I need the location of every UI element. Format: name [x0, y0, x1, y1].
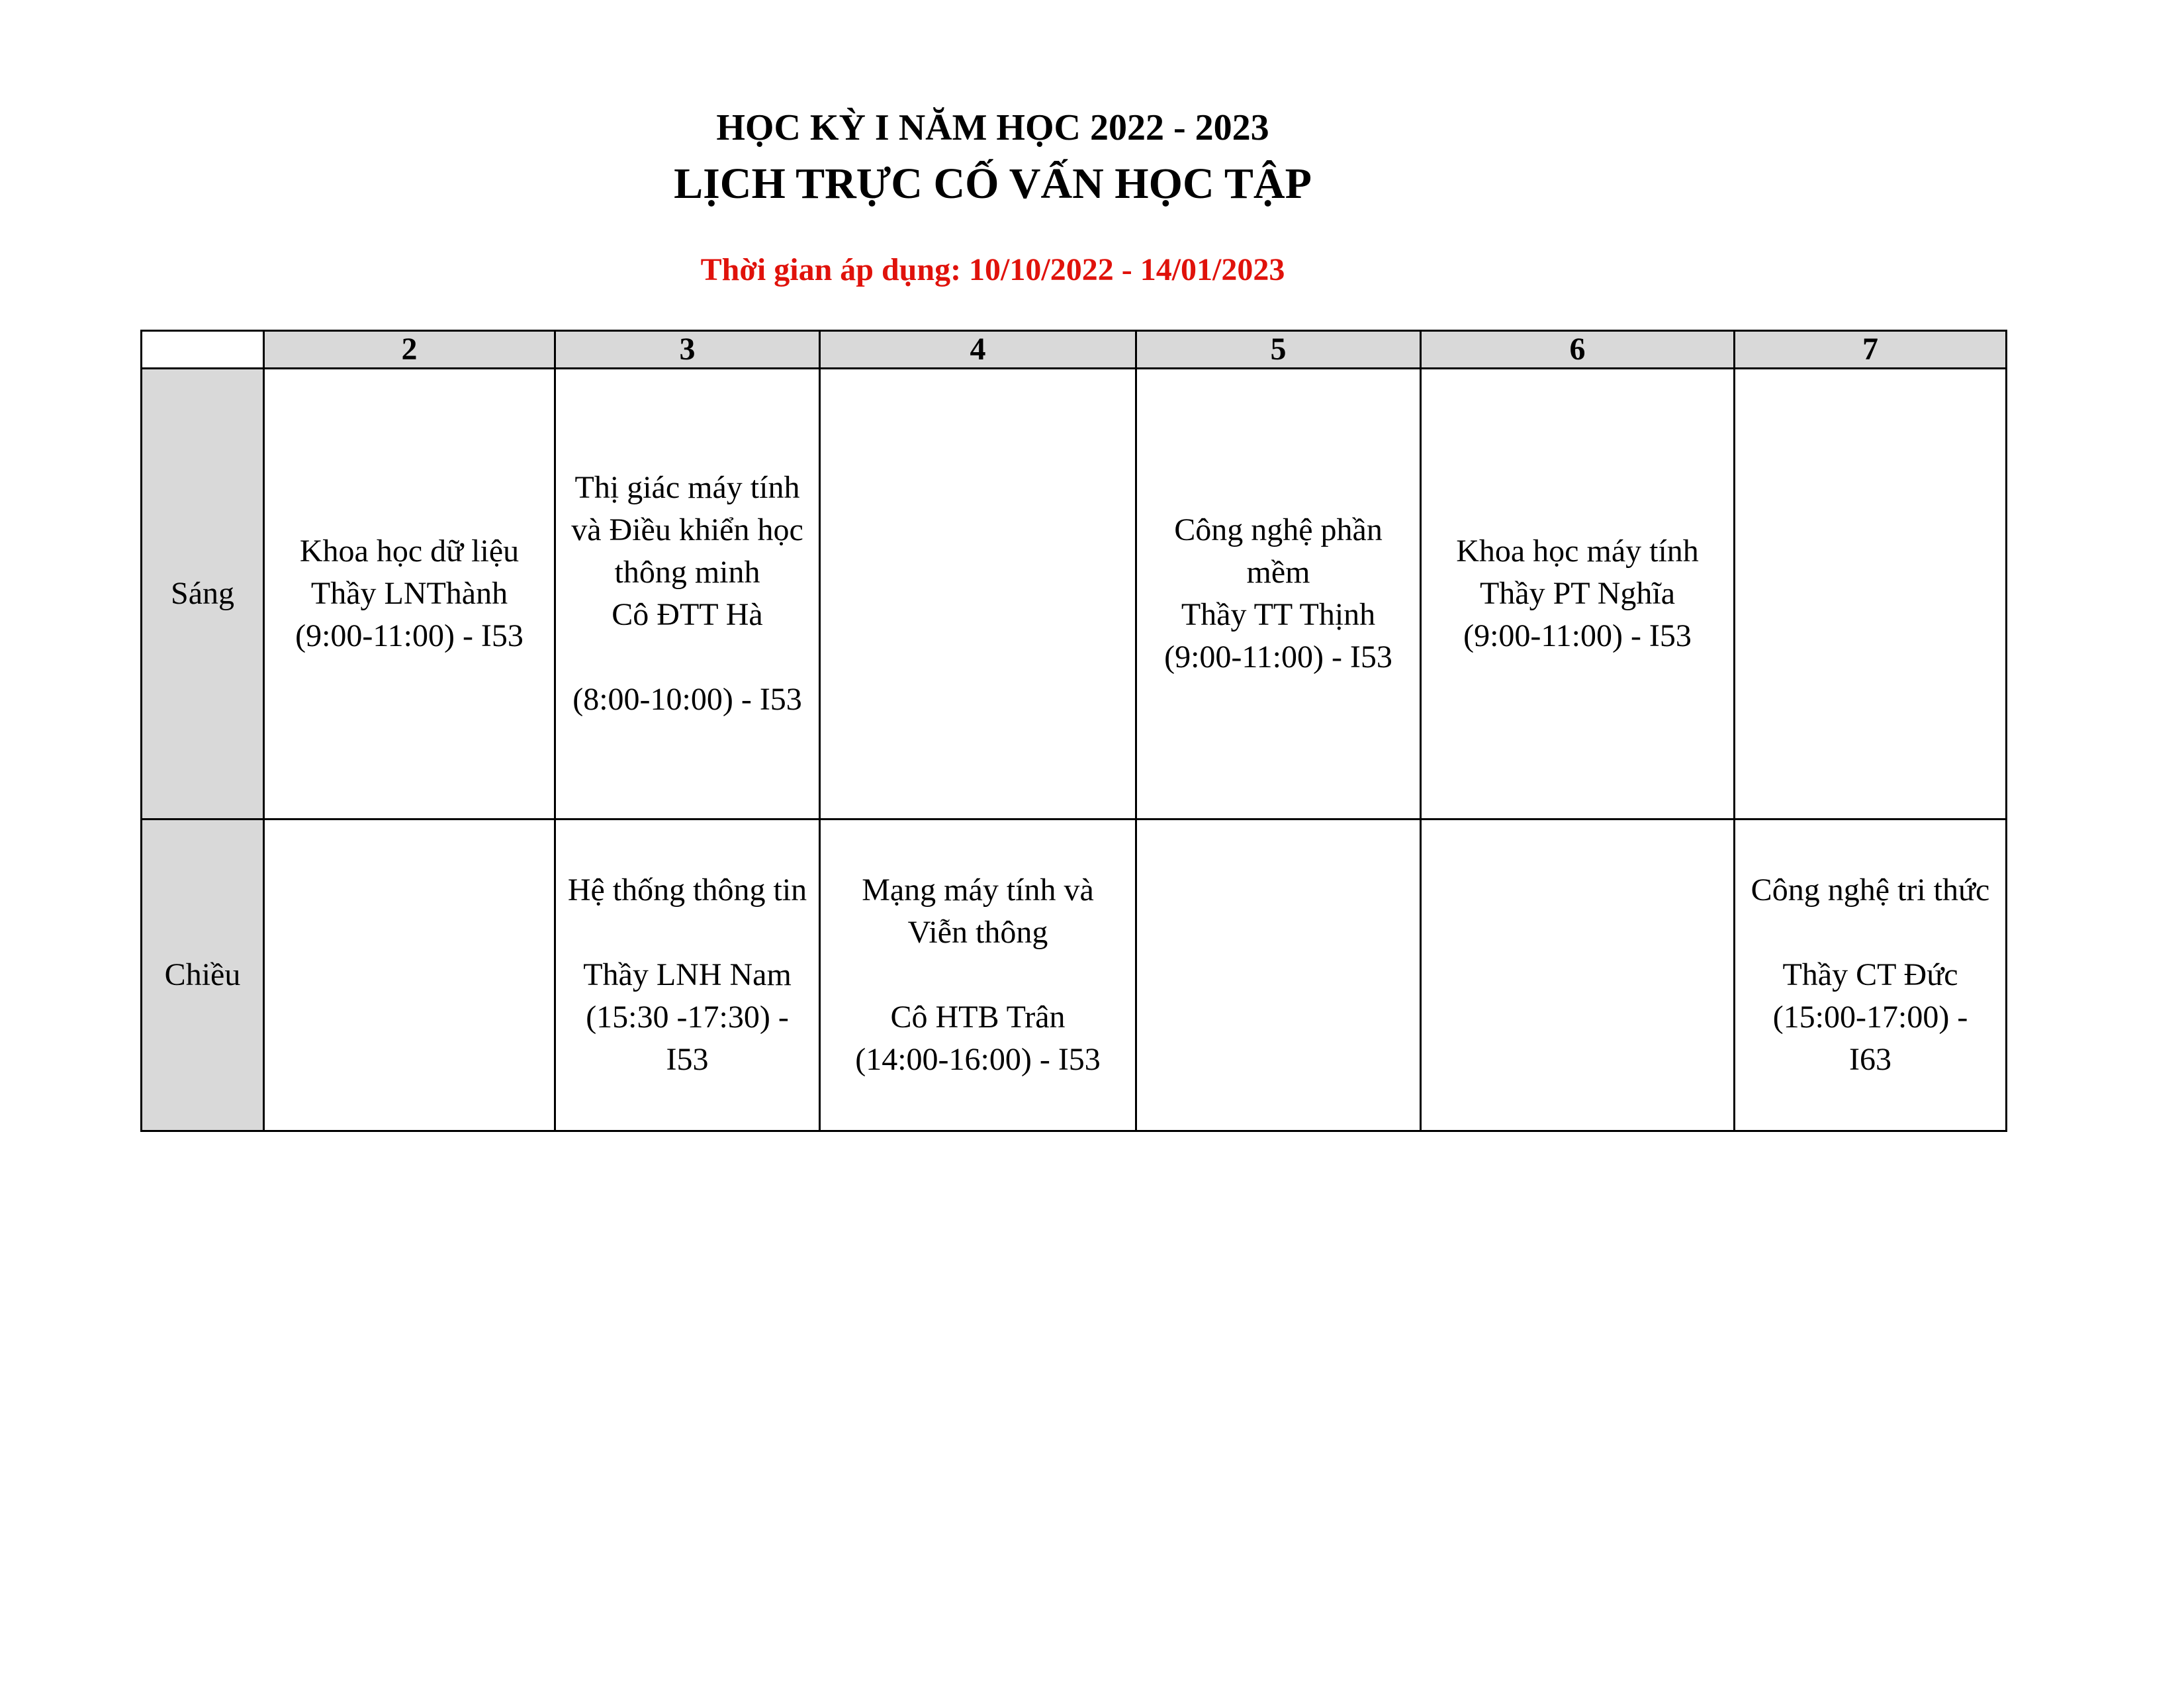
day-header: 7 — [1735, 331, 2007, 369]
schedule-cell: Công nghệ phần mềm Thầy TT Thịnh (9:00-11:00) - I53 — [1136, 369, 1421, 820]
schedule-cell: Công nghệ tri thức Thầy CT Đức (15:00-17:00) - I63 — [1735, 820, 2007, 1131]
schedule-cell: Khoa học dữ liệu Thầy LNThành (9:00-11:00) - I53 — [264, 369, 555, 820]
schedule-cell: Hệ thống thông tin Thầy LNH Nam (15:30 -17:30) - I53 — [555, 820, 820, 1131]
day-header: 5 — [1136, 331, 1421, 369]
semester-title: HỌC KỲ I NĂM HỌC 2022 - 2023 — [716, 107, 1269, 148]
row-label: Sáng — [142, 369, 264, 820]
day-header: 6 — [1421, 331, 1735, 369]
schedule-cell — [820, 369, 1136, 820]
schedule-cell — [264, 820, 555, 1131]
schedule-cell — [1421, 820, 1735, 1131]
schedule-cell: Mạng máy tính và Viễn thông Cô HTB Trân (14:00-16:00) - I53 — [820, 820, 1136, 1131]
corner-cell — [142, 331, 264, 369]
schedule-cell — [1136, 820, 1421, 1131]
table-row-morning — [142, 369, 2007, 820]
schedule-cell: Khoa học máy tính Thầy PT Nghĩa (9:00-11:00) - I53 — [1421, 369, 1735, 820]
schedule-cell — [1735, 369, 2007, 820]
validity-period: Thời gian áp dụng: 10/10/2022 - 14/01/2023 — [700, 252, 1285, 287]
day-header: 4 — [820, 331, 1136, 369]
day-header: 3 — [555, 331, 820, 369]
table-header-row — [142, 331, 2007, 369]
table-row-afternoon — [142, 820, 2007, 1131]
page-title: LỊCH TRỰC CỐ VẤN HỌC TẬP — [674, 160, 1312, 208]
row-label: Chiều — [142, 820, 264, 1131]
day-header: 2 — [264, 331, 555, 369]
schedule-cell: Thị giác máy tính và Điều khiển học thông minh Cô ĐTT Hà (8:00-10:00) - I53 — [555, 369, 820, 820]
advising-schedule-table — [140, 330, 2007, 1132]
